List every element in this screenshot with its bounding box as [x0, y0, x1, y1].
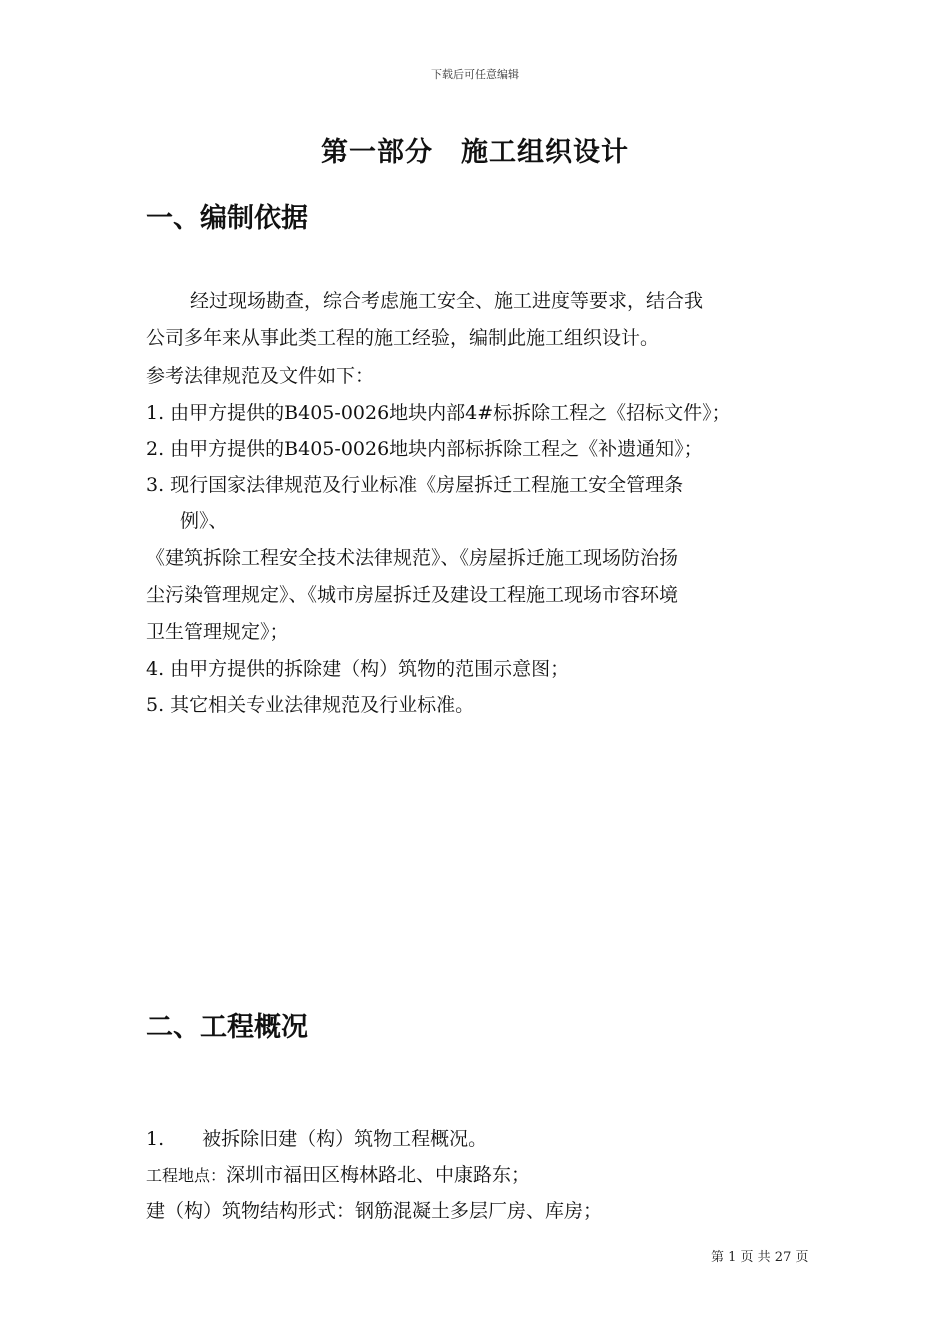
subsection-title: 1. 被拆除旧建（构）筑物工程概况。: [146, 1128, 488, 1150]
section-heading-basis: 一、编制依据: [146, 203, 308, 234]
list-item: 4. 由甲方提供的拆除建（构）筑物的范围示意图；: [146, 658, 570, 680]
list-item: 2. 由甲方提供的B405-0026地块内部标拆除工程之《补遗通知》；: [146, 438, 703, 460]
list-item-continuation: 《建筑拆除工程安全技术法律规范》、《房屋拆迁施工现场防治扬: [146, 547, 679, 569]
section-heading-overview: 二、工程概况: [146, 1012, 308, 1043]
document-title: 第一部分 施工组织设计: [321, 137, 629, 168]
structure-line: 建（构）筑物结构形式：钢筋混凝土多层厂房、库房；: [146, 1200, 603, 1222]
location-line: [146, 1160, 530, 1187]
list-item: 1. 由甲方提供的B405-0026地块内部4#标拆除工程之《招标文件》；: [146, 402, 731, 424]
page-footer: 第 1 页 共 27 页: [711, 1250, 809, 1265]
list-item-continuation: 卫生管理规定》；: [146, 621, 289, 643]
paragraph-line: 公司多年来从事此类工程的施工经验，编制此施工组织设计。: [146, 327, 660, 349]
location-label: 工程地点：: [146, 1166, 227, 1185]
reference-intro: 参考法律规范及文件如下：: [146, 365, 375, 387]
paragraph-line: 经过现场勘查，综合考虑施工安全、施工进度等要求，结合我: [190, 290, 704, 312]
list-item: 3. 现行国家法律规范及行业标准《房屋拆迁工程施工安全管理条: [146, 474, 684, 496]
location-value: 深圳市福田区梅林路北、中康路东；: [226, 1164, 531, 1186]
page-header: 下载后可任意编辑: [431, 68, 519, 81]
list-item-continuation: 尘污染管理规定》、《城市房屋拆迁及建设工程施工现场市容环境: [146, 584, 679, 606]
list-item-continuation: 例》、: [180, 510, 228, 532]
list-item: 5. 其它相关专业法律规范及行业标准。: [146, 694, 475, 716]
